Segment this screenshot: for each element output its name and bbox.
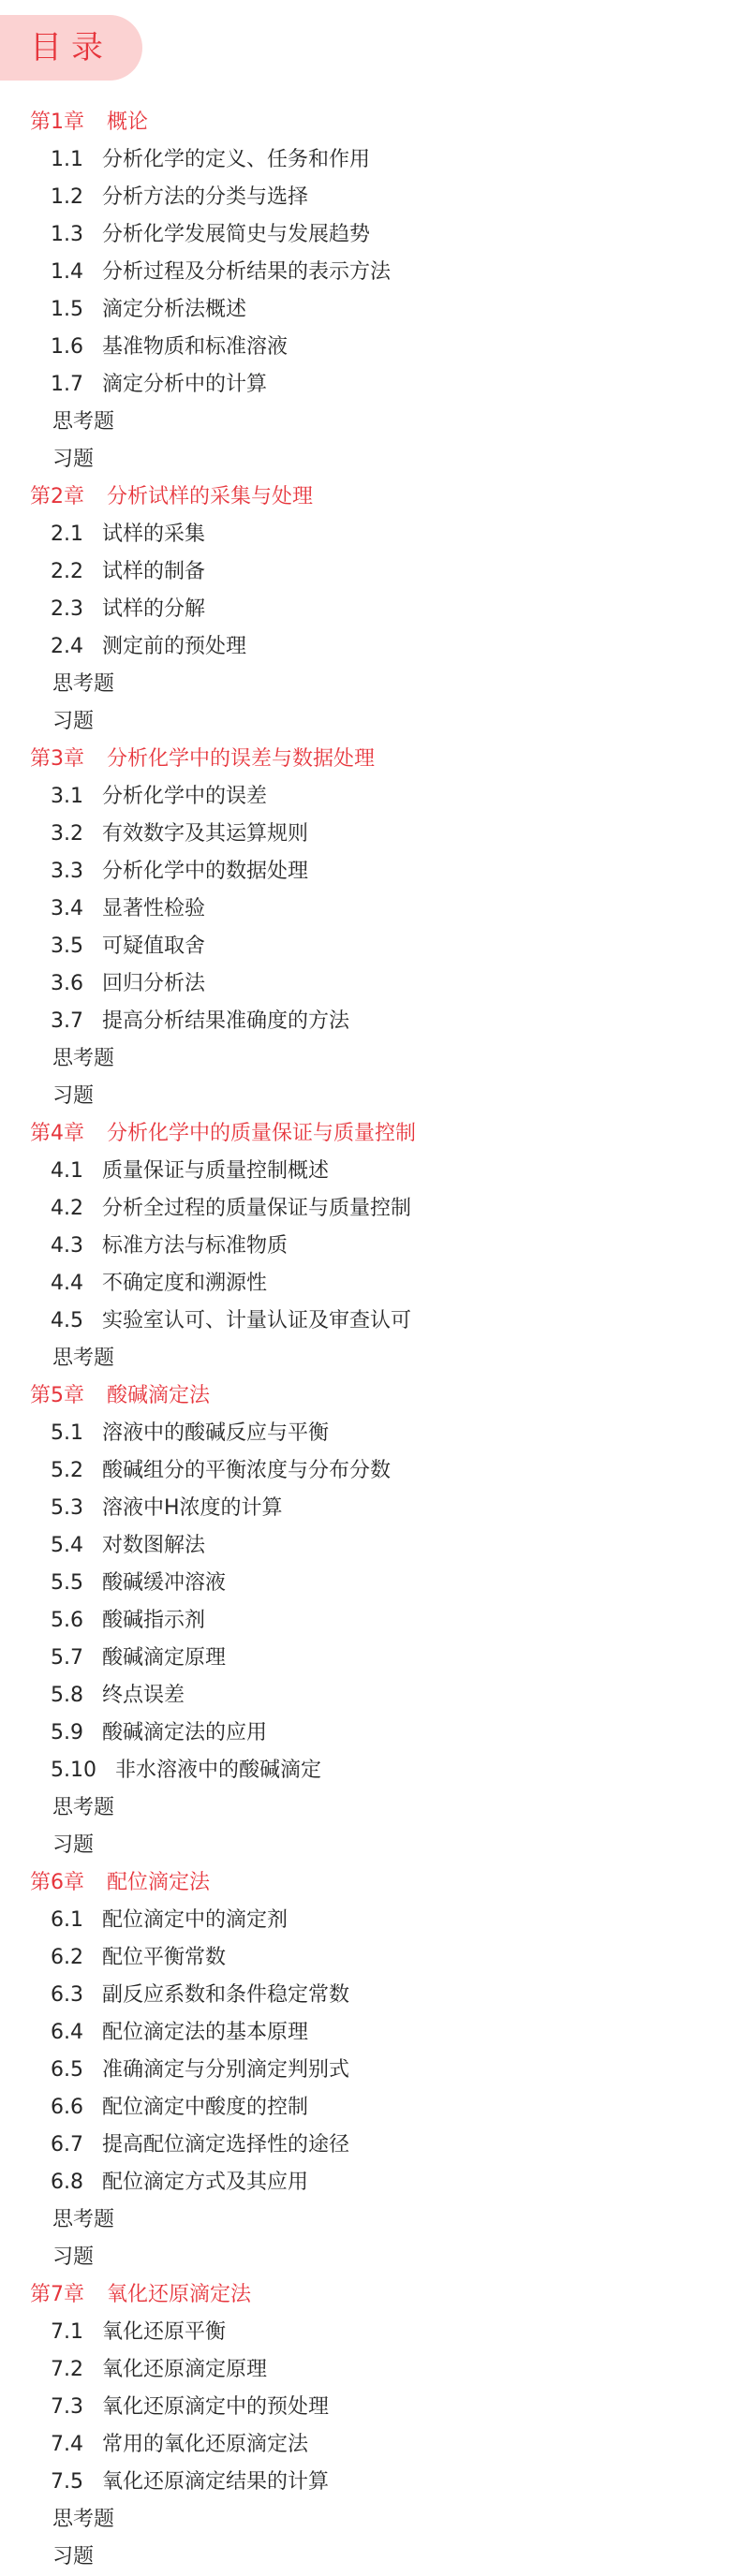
section-title: 回归分析法	[102, 972, 206, 995]
section-number: 3.4	[51, 897, 83, 920]
section-entry[interactable]	[0, 1190, 740, 1228]
review-questions-entry[interactable]: 思考题	[52, 2508, 115, 2531]
section-title: 不确定度和溯源性	[102, 1272, 268, 1295]
chapter-title: 概论	[107, 110, 149, 134]
section-number: 4.5	[51, 1309, 83, 1332]
section-title: 提高配位滴定选择性的途径	[102, 2133, 350, 2156]
section-number: 7.2	[51, 2358, 83, 2381]
section-number: 3.1	[51, 785, 83, 808]
section-number: 6.6	[51, 2096, 83, 2119]
section-number: 1.4	[51, 260, 83, 284]
section-title: 溶液中的酸碱反应与平衡	[102, 1421, 330, 1445]
chapter-number: 第4章	[30, 1122, 84, 1145]
section-number: 1.6	[51, 335, 83, 359]
section-entry[interactable]	[0, 591, 740, 628]
section-title: 基准物质和标准溶液	[102, 335, 289, 359]
section-title: 滴定分析中的计算	[102, 373, 268, 396]
section-number: 5.4	[51, 1534, 83, 1557]
section-title: 酸碱滴定法的应用	[102, 1721, 268, 1744]
section-entry[interactable]	[0, 778, 740, 816]
section-title: 试样的制备	[102, 560, 206, 583]
section-title: 分析方法的分类与选择	[102, 185, 309, 209]
exercises-entry[interactable]: 习题	[52, 448, 95, 471]
section-entry[interactable]	[0, 853, 740, 891]
section-title: 配位平衡常数	[102, 1946, 227, 1969]
section-title: 测定前的预处理	[102, 635, 247, 658]
section-title: 可疑值取舍	[102, 935, 206, 958]
section-title: 非水溶液中的酸碱滴定	[114, 1759, 321, 1782]
section-title: 分析化学中的误差	[102, 785, 268, 808]
chapter-number: 第7章	[30, 2283, 84, 2306]
chapter-title: 酸碱滴定法	[107, 1384, 211, 1407]
section-entry[interactable]	[0, 1939, 740, 1977]
section-title: 酸碱组分的平衡浓度与分布分数	[102, 1459, 392, 1482]
section-entry[interactable]	[0, 1415, 740, 1452]
section-title: 分析全过程的质量保证与质量控制	[102, 1197, 412, 1220]
section-number: 6.4	[51, 2021, 83, 2044]
section-number: 4.2	[51, 1197, 83, 1220]
section-number: 5.1	[51, 1421, 83, 1445]
section-entry[interactable]	[0, 965, 740, 1003]
section-number: 2.4	[51, 635, 83, 658]
section-number: 4.4	[51, 1272, 83, 1295]
exercises-entry[interactable]: 习题	[52, 710, 95, 733]
section-entry[interactable]	[0, 1003, 740, 1040]
section-title: 氧化还原滴定原理	[102, 2358, 268, 2381]
section-number: 2.3	[51, 597, 83, 621]
chapter-title: 氧化还原滴定法	[107, 2283, 252, 2306]
section-number: 3.6	[51, 972, 83, 995]
section-number: 5.6	[51, 1609, 83, 1632]
section-title: 有效数字及其运算规则	[102, 822, 309, 846]
section-entry[interactable]	[0, 1752, 740, 1789]
section-number: 6.7	[51, 2133, 83, 2156]
section-entry[interactable]	[0, 141, 740, 179]
chapter-number: 第5章	[30, 1384, 84, 1407]
section-title: 分析化学中的数据处理	[102, 860, 309, 883]
review-questions-entry[interactable]: 思考题	[52, 1047, 115, 1070]
section-entry[interactable]	[0, 1977, 740, 2014]
section-number: 5.2	[51, 1459, 83, 1482]
section-title: 配位滴定中酸度的控制	[102, 2096, 309, 2119]
section-entry[interactable]	[0, 2127, 740, 2164]
section-number: 1.1	[51, 148, 83, 171]
section-entry[interactable]	[0, 2314, 740, 2351]
section-entry[interactable]	[0, 216, 740, 254]
section-number: 1.2	[51, 185, 83, 209]
section-number: 6.1	[51, 1908, 83, 1932]
section-entry[interactable]	[0, 179, 740, 216]
review-questions-entry[interactable]: 思考题	[52, 2208, 115, 2231]
section-entry[interactable]	[0, 1902, 740, 1939]
chapter-heading[interactable]	[0, 741, 740, 778]
section-title: 对数图解法	[102, 1534, 206, 1557]
section-title: 试样的采集	[102, 523, 206, 546]
section-entry[interactable]	[0, 1490, 740, 1527]
section-number: 6.8	[51, 2171, 83, 2194]
exercises-entry[interactable]: 习题	[52, 2545, 95, 2569]
section-title: 试样的分解	[102, 597, 206, 621]
toc-title: 目录	[30, 29, 112, 66]
section-title: 终点误差	[102, 1684, 185, 1707]
section-number: 5.8	[51, 1684, 83, 1707]
section-title: 配位滴定中的滴定剂	[102, 1908, 289, 1932]
section-entry[interactable]	[0, 2389, 740, 2426]
section-entry[interactable]	[0, 254, 740, 291]
section-number: 6.2	[51, 1946, 83, 1969]
section-title: 分析化学发展简史与发展趋势	[102, 223, 371, 246]
section-entry[interactable]	[0, 816, 740, 853]
section-number: 2.2	[51, 560, 83, 583]
section-title: 酸碱指示剂	[102, 1609, 206, 1632]
section-title: 滴定分析法概述	[102, 298, 247, 321]
section-title: 溶液中H浓度的计算	[102, 1496, 283, 1520]
review-questions-entry[interactable]: 思考题	[52, 410, 115, 434]
section-entry[interactable]	[0, 291, 740, 329]
chapter-title: 分析化学中的误差与数据处理	[107, 747, 376, 771]
chapter-heading[interactable]	[0, 2276, 740, 2314]
section-entry[interactable]	[0, 1265, 740, 1303]
exercises-entry[interactable]: 习题	[52, 1833, 95, 1857]
section-number: 5.5	[51, 1571, 83, 1595]
section-number: 1.7	[51, 373, 83, 396]
chapter-heading[interactable]	[0, 1115, 740, 1153]
section-entry[interactable]	[0, 329, 740, 366]
section-number: 5.10	[51, 1759, 96, 1782]
section-number: 7.5	[51, 2470, 83, 2494]
section-entry[interactable]	[0, 891, 740, 928]
chapter-number: 第6章	[30, 1871, 84, 1894]
section-number: 3.7	[51, 1009, 83, 1033]
exercises-entry[interactable]: 习题	[52, 1084, 95, 1108]
section-entry[interactable]	[0, 1452, 740, 1490]
section-number: 6.5	[51, 2058, 83, 2082]
section-entry[interactable]	[0, 366, 740, 404]
section-entry[interactable]	[0, 2089, 740, 2127]
section-title: 氧化还原滴定中的预处理	[102, 2395, 330, 2419]
toc-list	[0, 104, 740, 2576]
chapter-heading[interactable]	[0, 104, 740, 141]
section-number: 7.4	[51, 2433, 83, 2456]
section-title: 酸碱缓冲溶液	[102, 1571, 227, 1595]
section-title: 配位滴定法的基本原理	[102, 2021, 309, 2044]
section-title: 准确滴定与分别滴定判别式	[102, 2058, 350, 2082]
section-number: 5.7	[51, 1646, 83, 1670]
section-title: 提高分析结果准确度的方法	[102, 1009, 350, 1033]
section-entry[interactable]	[0, 2052, 740, 2089]
chapter-heading[interactable]	[0, 1377, 740, 1415]
section-title: 酸碱滴定原理	[102, 1646, 227, 1670]
review-questions-entry[interactable]: 思考题	[52, 1796, 115, 1819]
section-title: 质量保证与质量控制概述	[102, 1159, 330, 1183]
section-number: 3.3	[51, 860, 83, 883]
section-entry[interactable]	[0, 628, 740, 666]
section-number: 1.3	[51, 223, 83, 246]
section-entry[interactable]	[0, 1565, 740, 1602]
section-title: 分析化学的定义、任务和作用	[102, 148, 371, 171]
section-number: 2.1	[51, 523, 83, 546]
chapter-number: 第2章	[30, 485, 84, 508]
section-number: 6.3	[51, 1983, 83, 2007]
section-title: 显著性检验	[102, 897, 206, 920]
section-entry[interactable]	[0, 553, 740, 591]
section-entry[interactable]	[0, 1715, 740, 1752]
section-entry[interactable]	[0, 2351, 740, 2389]
section-number: 4.3	[51, 1234, 83, 1258]
section-number: 3.5	[51, 935, 83, 958]
chapter-heading[interactable]	[0, 478, 740, 516]
section-number: 1.5	[51, 298, 83, 321]
section-entry[interactable]	[0, 1602, 740, 1640]
section-entry[interactable]	[0, 2164, 740, 2201]
chapter-heading[interactable]	[0, 1864, 740, 1902]
section-entry[interactable]	[0, 1228, 740, 1265]
section-entry[interactable]	[0, 1677, 740, 1715]
section-number: 5.9	[51, 1721, 83, 1744]
section-number: 5.3	[51, 1496, 83, 1520]
section-entry[interactable]	[0, 2464, 740, 2501]
toc-header	[0, 15, 142, 81]
section-number: 3.2	[51, 822, 83, 846]
section-entry[interactable]	[0, 1153, 740, 1190]
section-title: 实验室认可、计量认证及审查认可	[102, 1309, 412, 1332]
section-entry[interactable]	[0, 1527, 740, 1565]
section-entry[interactable]	[0, 2014, 740, 2052]
section-entry[interactable]	[0, 1303, 740, 1340]
section-number: 7.3	[51, 2395, 83, 2419]
exercises-entry[interactable]: 习题	[52, 2245, 95, 2269]
chapter-title: 配位滴定法	[107, 1871, 211, 1894]
chapter-number: 第1章	[30, 110, 84, 134]
section-entry[interactable]	[0, 2426, 740, 2464]
chapter-title: 分析试样的采集与处理	[107, 485, 314, 508]
section-title: 标准方法与标准物质	[102, 1234, 289, 1258]
section-number: 7.1	[51, 2320, 83, 2344]
section-entry[interactable]	[0, 516, 740, 553]
section-title: 常用的氧化还原滴定法	[102, 2433, 309, 2456]
section-title: 副反应系数和条件稳定常数	[102, 1983, 350, 2007]
section-entry[interactable]	[0, 1640, 740, 1677]
section-number: 4.1	[51, 1159, 83, 1183]
chapter-title: 分析化学中的质量保证与质量控制	[107, 1122, 417, 1145]
review-questions-entry[interactable]: 思考题	[52, 672, 115, 696]
chapter-number: 第3章	[30, 747, 84, 771]
section-title: 氧化还原滴定结果的计算	[102, 2470, 330, 2494]
section-title: 氧化还原平衡	[102, 2320, 227, 2344]
section-title: 分析过程及分析结果的表示方法	[102, 260, 392, 284]
section-entry[interactable]	[0, 928, 740, 965]
review-questions-entry[interactable]: 思考题	[52, 1347, 115, 1370]
section-title: 配位滴定方式及其应用	[102, 2171, 309, 2194]
